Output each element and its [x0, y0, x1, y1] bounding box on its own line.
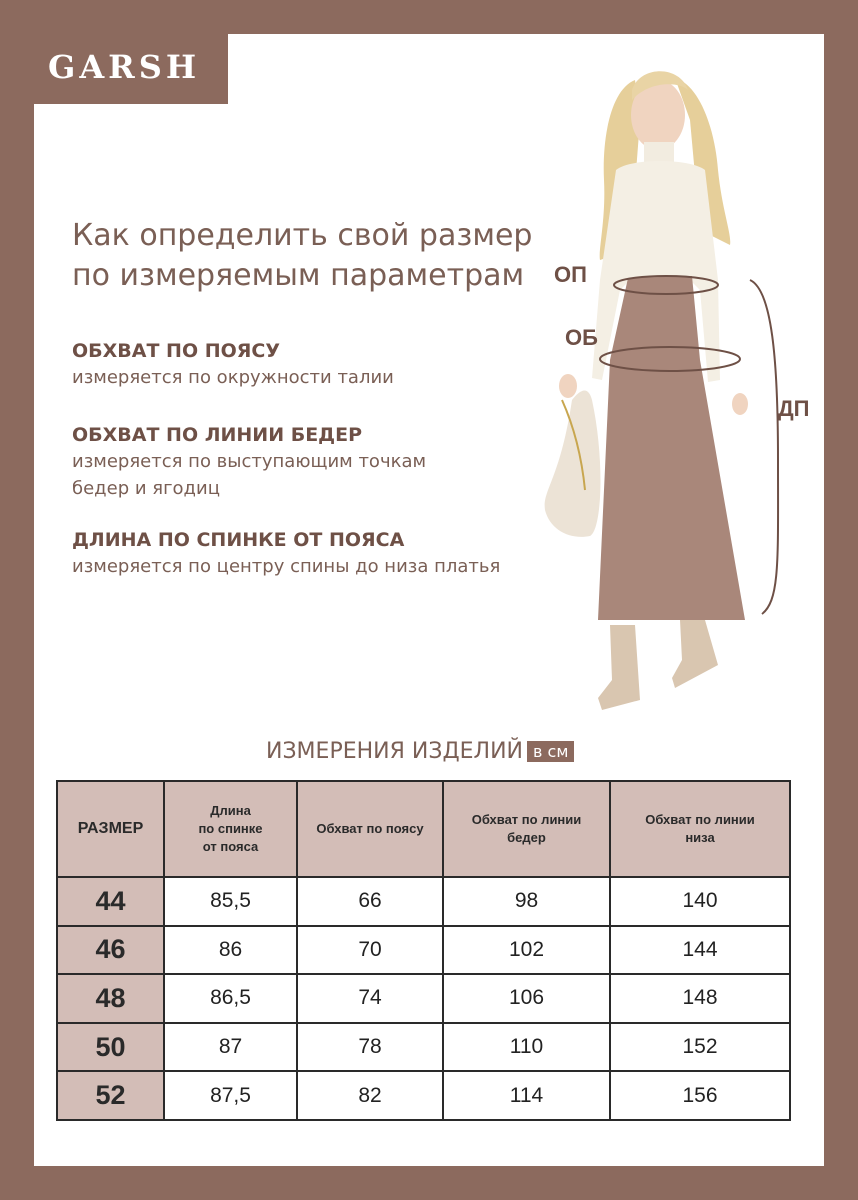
cell-waist: 82 [297, 1071, 443, 1120]
model-illustration [540, 60, 830, 720]
cell-length: 87,5 [164, 1071, 297, 1120]
header-length-l3: от пояса [202, 839, 259, 854]
cell-hips: 106 [443, 974, 610, 1023]
size-table [56, 780, 791, 1121]
handbag [545, 391, 601, 537]
table-row [57, 1023, 790, 1072]
cell-waist: 78 [297, 1023, 443, 1072]
cell-hem: 152 [610, 1023, 790, 1072]
skirt [598, 276, 745, 620]
param-waist [72, 338, 552, 391]
cell-hem: 140 [610, 877, 790, 926]
cell-waist: 70 [297, 926, 443, 975]
cell-hips: 114 [443, 1071, 610, 1120]
header-length-l2: по спинке [198, 821, 263, 836]
header-hips [443, 781, 610, 877]
header-size: РАЗМЕР [57, 781, 164, 877]
cell-length: 87 [164, 1023, 297, 1072]
param-length-heading: ДЛИНА ПО СПИНКЕ ОТ ПОЯСА [72, 529, 405, 551]
cell-size: 44 [57, 877, 164, 926]
cell-length: 85,5 [164, 877, 297, 926]
param-waist-heading: ОБХВАТ ПО ПОЯСУ [72, 340, 280, 362]
cell-size: 46 [57, 926, 164, 975]
cell-size: 52 [57, 1071, 164, 1120]
label-ob: ОБ [565, 325, 598, 350]
header-hem [610, 781, 790, 877]
cell-waist: 66 [297, 877, 443, 926]
cell-hips: 110 [443, 1023, 610, 1072]
header-length [164, 781, 297, 877]
table-header-row [57, 781, 790, 877]
left-hand [559, 374, 577, 398]
header-hips-l1: Обхват по линии [471, 812, 582, 827]
cell-hem: 148 [610, 974, 790, 1023]
header-length-l1: Длина [210, 803, 251, 818]
header-hem-l1: Обхват по линии [645, 812, 755, 827]
right-hand [732, 393, 748, 415]
param-waist-desc: измеряется по окружности талии [72, 367, 394, 388]
right-boot [672, 620, 718, 688]
table-row [57, 877, 790, 926]
page-title [72, 216, 552, 296]
header-waist: Обхват по поясу [297, 781, 443, 877]
label-op: ОП [554, 262, 587, 287]
table-row [57, 1071, 790, 1120]
header-hips-l2: бедер [507, 830, 546, 845]
header-hem-l2: низа [685, 830, 715, 845]
label-dp: ДП [778, 396, 810, 421]
param-hips-desc-1: измеряется по выступающим точкам [72, 451, 427, 472]
param-length [72, 527, 552, 580]
table-row [57, 926, 790, 975]
table-title-text: ИЗМЕРЕНИЯ ИЗДЕЛИЙ [266, 738, 523, 764]
cell-waist: 74 [297, 974, 443, 1023]
param-hips [72, 422, 552, 502]
table-row [57, 974, 790, 1023]
cell-size: 48 [57, 974, 164, 1023]
cell-hem: 156 [610, 1071, 790, 1120]
title-line-1: Как определить свой размер [72, 218, 533, 253]
table-title [266, 736, 574, 766]
param-length-desc: измеряется по центру спины до низа платья [72, 556, 501, 577]
cell-length: 86 [164, 926, 297, 975]
cell-size: 50 [57, 1023, 164, 1072]
cell-length: 86,5 [164, 974, 297, 1023]
param-hips-desc-2: бедер и ягодиц [72, 478, 220, 499]
brand-logo: GARSH [48, 48, 201, 86]
length-measure-line [750, 280, 778, 614]
cell-hips: 98 [443, 877, 610, 926]
title-line-2: по измеряемым параметрам [72, 258, 525, 293]
left-boot [598, 625, 640, 710]
table-unit-badge: в см [527, 741, 574, 762]
cell-hips: 102 [443, 926, 610, 975]
cell-hem: 144 [610, 926, 790, 975]
param-hips-heading: ОБХВАТ ПО ЛИНИИ БЕДЕР [72, 424, 363, 446]
